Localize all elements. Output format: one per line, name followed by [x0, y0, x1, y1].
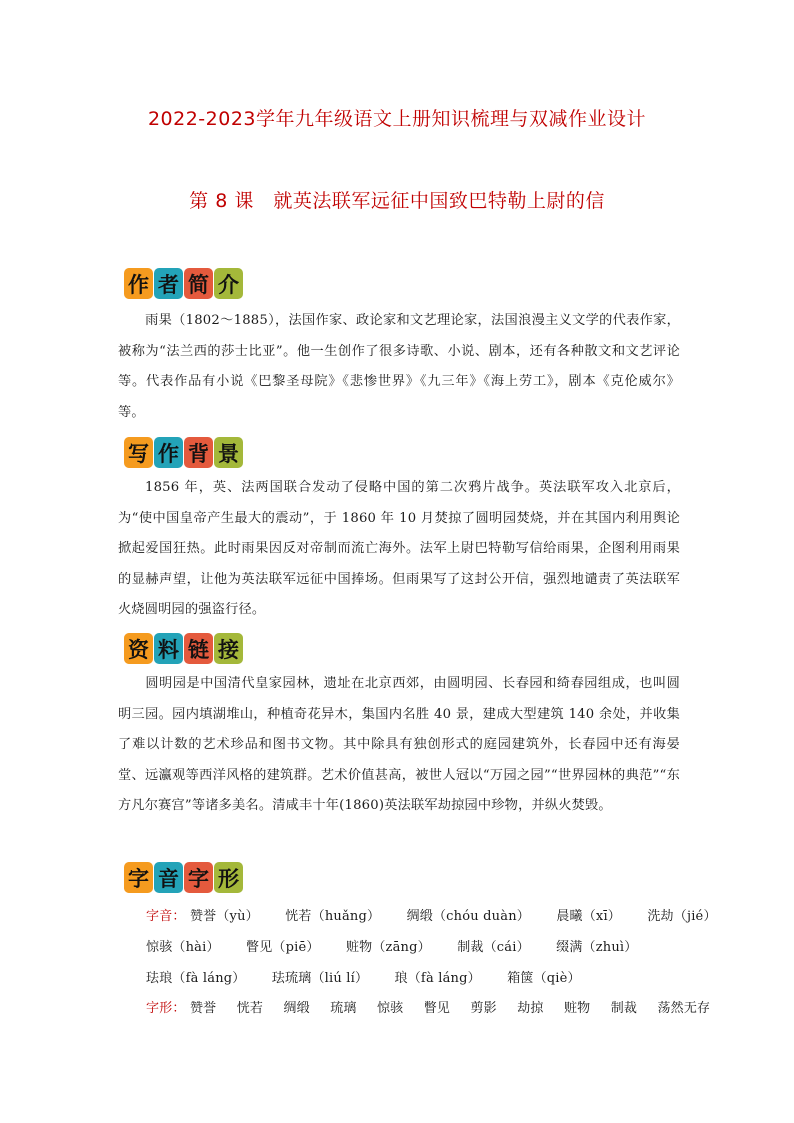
- word-item: 赃物: [563, 1001, 591, 1016]
- author-text: 雨果（1802～1885），法国作家、政论家和文艺理论家，法国浪漫主义文学的代表作家，被称为“法兰西的莎士比亚”。他一生创作了很多诗歌、小说、剧本，还有各种散文和文艺评论等。代表作品有小说《巴黎圣母院》《悲惨世界》《九三年》《海上劳工》，剧本《克伦威尔》等。: [118, 313, 680, 420]
- word-item: 恍若（huǎng）: [285, 909, 381, 924]
- word-item: 制裁: [610, 1001, 638, 1016]
- word-item: 珐琉璃（liú lí）: [271, 971, 369, 986]
- lesson-title: 第 8 课 就英法联军远征中国致巴特勒上尉的信: [189, 190, 605, 212]
- heading-char: 料: [154, 633, 183, 664]
- word-item: 珐琅（fà láng）: [146, 971, 246, 986]
- word-item: 赞誉: [189, 1001, 217, 1016]
- word-item: 劫掠: [517, 1001, 544, 1016]
- word-item: 绸缎（chóu duàn）: [406, 909, 530, 924]
- word-item: 洗劫（jié）: [647, 909, 717, 924]
- heading-char: 资: [124, 633, 153, 664]
- heading-char: 景: [214, 437, 243, 468]
- heading-char: 者: [154, 268, 183, 299]
- word-item: 绸缎: [283, 1001, 310, 1016]
- heading-char: 背: [184, 437, 213, 468]
- word-item: 琅（fà láng）: [394, 971, 481, 986]
- heading-char: 字: [184, 862, 213, 893]
- materials-text: 圆明园是中国清代皇家园林，遗址在北京西郊，由圆明园、长春园和绮春园组成，也叫圆明三园。园内填湖堆山，种植奇花异木，集国内名胜 40 景，建成大型建筑 140 余处，并收集了难以计数的艺术珍品和图书文物。其中除具有独创形式的庭园建筑外，长春园中还有海晏堂、远瀛观等西洋风格的建筑群。艺术价值甚高，被世人冠以“万园之园”“世界园林的典范”“东方凡尔赛宫”等诸多美名。清咸丰十年(1860)英法联军劫掠园中珍物，并纵火焚毁。: [118, 676, 680, 813]
- word-item: 瞥见（piē）: [246, 940, 320, 955]
- heading-char: 形: [214, 862, 243, 893]
- section-heading-background: [124, 437, 244, 468]
- materials-paragraph: [118, 669, 680, 822]
- word-item: 荡然无存: [657, 1001, 711, 1016]
- pronunciation-row-3: [146, 967, 603, 986]
- characters-label: 字形：: [146, 1001, 186, 1016]
- word-item: 瞥见: [423, 1001, 451, 1016]
- pronunciation-row-2: [146, 936, 660, 955]
- heading-char: 写: [124, 437, 153, 468]
- characters-row: [146, 997, 710, 1016]
- word-item: 惊骇: [376, 1001, 404, 1016]
- word-item: 恍若: [236, 1001, 264, 1016]
- heading-char: 字: [124, 862, 153, 893]
- heading-char: 简: [184, 268, 213, 299]
- author-paragraph: [118, 306, 680, 428]
- heading-char: 作: [154, 437, 183, 468]
- section-heading-pronunciation: [124, 862, 244, 893]
- heading-char: 接: [214, 633, 243, 664]
- word-item: 剪影: [470, 1001, 497, 1016]
- word-item: 赞誉（yù）: [189, 909, 259, 924]
- heading-char: 音: [154, 862, 183, 893]
- document-title: 2022-2023学年九年级语文上册知识梳理与双减作业设计: [147, 108, 647, 130]
- pronunciation-row-1: [146, 905, 739, 924]
- section-heading-materials: [124, 633, 244, 664]
- word-item: 缀满（zhuì）: [556, 940, 638, 955]
- word-item: 晨曦（xī）: [556, 909, 622, 924]
- word-item: 惊骇（hài）: [146, 940, 220, 955]
- word-item: 制裁（cái）: [457, 940, 530, 955]
- word-item: 琉璃: [330, 1001, 357, 1016]
- pronunciation-label: 字音：: [146, 909, 186, 924]
- heading-char: 作: [124, 268, 153, 299]
- word-item: 赃物（zāng）: [345, 940, 431, 955]
- section-heading-author: [124, 268, 244, 299]
- word-item: 箱箧（qiè）: [507, 971, 581, 986]
- heading-char: 链: [184, 633, 213, 664]
- background-paragraph: [118, 473, 680, 626]
- heading-char: 介: [214, 268, 243, 299]
- background-text: 1856 年，英、法两国联合发动了侵略中国的第二次鸦片战争。英法联军攻入北京后，为“使中国皇帝产生最大的震动”，于 1860 年 10 月焚掠了圆明园焚烧，并在其国内利用舆论掀起爱国狂热。此时雨果因反对帝制而流亡海外。法军上尉巴特勒写信给雨果，企图利用雨果的显赫声望，让他为英法联军远征中国捧场。但雨果写了这封公开信，强烈地谴责了英法联军火烧圆明园的强盗行径。: [118, 480, 680, 617]
